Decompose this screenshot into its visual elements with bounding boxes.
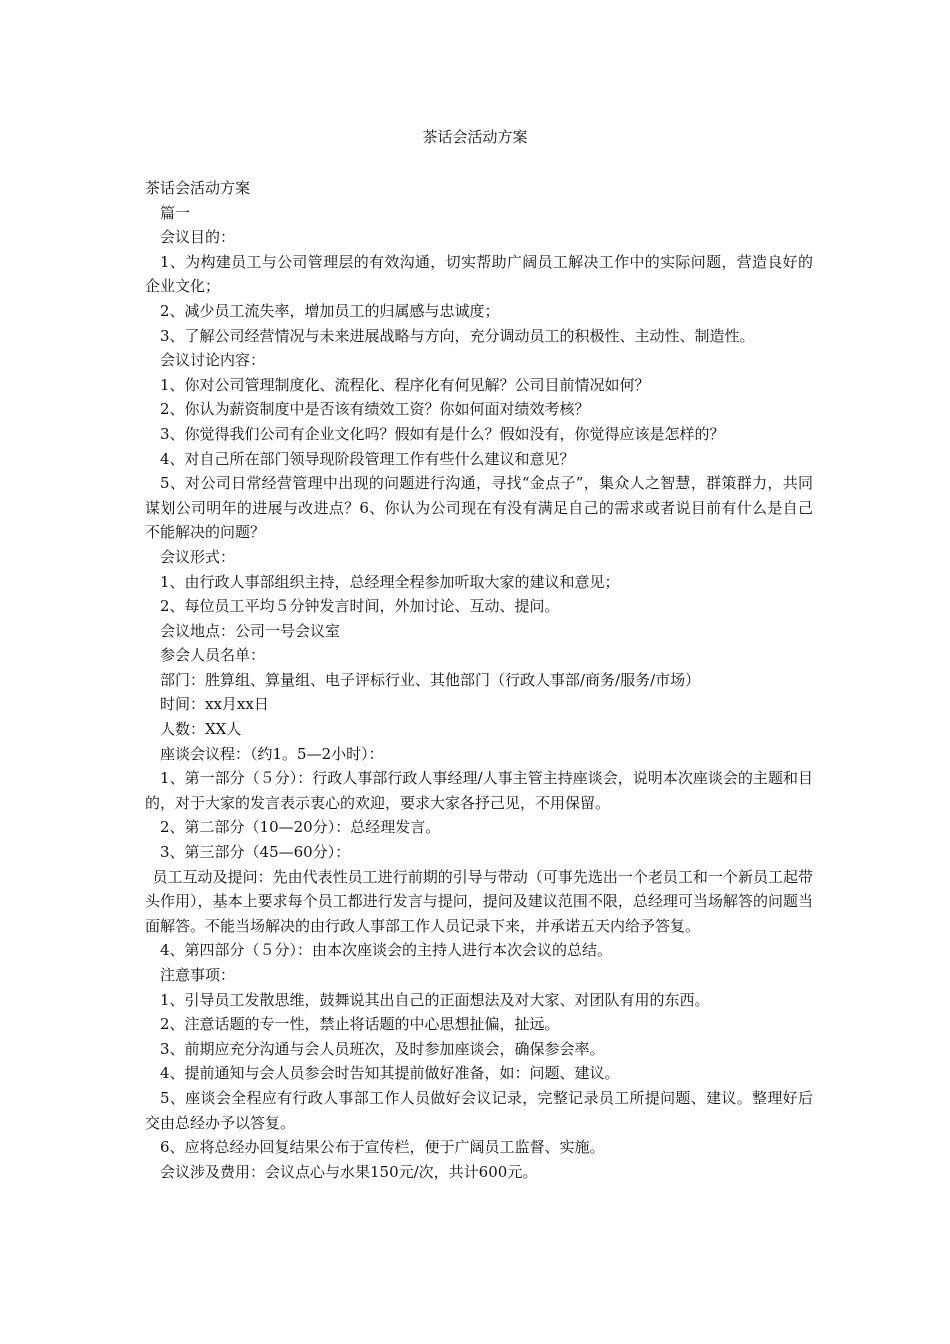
meeting-format-heading: 会议形式：: [160, 547, 236, 566]
agenda-part-3: 3、第三部分（45—60分）：: [160, 843, 351, 862]
meeting-purpose-heading: 会议目的：: [160, 228, 236, 247]
discussion-item-1: 1、你对公司管理制度化、流程化、程序化有何见解？公司目前情况如何？: [160, 375, 650, 394]
headcount: 人数：XX人: [160, 720, 242, 739]
document-body: [145, 176, 813, 1184]
format-item-2: 2、每位员工平均５分钟发言时间，外加讨论、互动、提问。: [160, 597, 560, 616]
meeting-location: 会议地点：公司一号会议室: [160, 621, 341, 640]
note-item-2: 2、注意话题的专一性，禁止将话题的中心思想扯偏，扯远。: [160, 1015, 560, 1034]
discussion-item-4: 4、对自己所在部门领导现阶段管理工作有些什么建议和意见？: [160, 449, 575, 468]
meeting-time: 时间：xx月xx日: [160, 695, 269, 714]
note-item-6: 6、应将总经办回复结果公布于宣传栏，便于广阔员工监督、实施。: [160, 1138, 605, 1157]
agenda-heading: 座谈会议程：（约1。5—2小时）：: [160, 744, 384, 763]
departments: 部门：胜算组、算量组、电子评标行业、其他部门（行政人事部/商务/服务/市场）: [160, 670, 701, 689]
agenda-part-1: 1、第一部分（５分）：行政人事部行政人事经理/人事主管主持座谈会，说明本次座谈会的主题和目的，对于大家的发言表示衷心的欢迎，要求大家各抒己见，不用保留。: [145, 769, 813, 812]
purpose-item-3: 3、了解公司经营情况与未来进展战略与方向，充分调动员工的积极性、主动性、制造性。: [160, 326, 755, 345]
note-item-4: 4、提前通知与会人员参会时告知其提前做好准备，如：问题、建议。: [160, 1064, 620, 1083]
attendee-list-heading: 参会人员名单：: [160, 646, 266, 665]
agenda-part-4: 4、第四部分（５分）：由本次座谈会的主持人进行本次会议的总结。: [160, 941, 613, 960]
notes-heading: 注意事项：: [160, 966, 236, 984]
purpose-item-2: 2、减少员工流失率，增加员工的归属感与忠诚度；: [160, 301, 500, 320]
discussion-item-2: 2、你认为薪资制度中是否该有绩效工资？你如何面对绩效考核？: [160, 400, 590, 419]
discussion-item-5-6: 5、对公司日常经营管理中出现的问题进行沟通，寻找“金点子”，集众人之智慧，群策群力，共同谋划公司明年的进展与改进点？6、你认为公司现在有没有满足自己的需求或者说目前有什么是自己不能解决的问题？: [145, 474, 813, 542]
agenda-part-2: 2、第二部分（10—20分）：总经理发言。: [160, 818, 441, 837]
section-label-part1: 篇一: [160, 203, 191, 222]
doc-heading: 茶话会活动方案: [145, 179, 251, 197]
note-item-1: 1、引导员工发散思维，鼓舞说其出自己的正面想法及对大家、对团队有用的东西。: [160, 990, 710, 1009]
meeting-cost: 会议涉及费用：会议点心与水果150元/次，共计600元。: [160, 1162, 538, 1181]
note-item-5: 5、座谈会全程应有行政人事部工作人员做好会议记录，完整记录员工所提问题、建议。整理好后交由总经办予以答复。: [145, 1088, 813, 1132]
format-item-1: 1、由行政人事部组织主持，总经理全程参加听取大家的建议和意见；: [160, 572, 620, 591]
purpose-item-1: 1、为构建员工与公司管理层的有效沟通，切实帮助广阔员工解决工作中的实际问题，营造良好的企业文化；: [145, 252, 813, 296]
discussion-item-3: 3、你觉得我们公司有企业文化吗？假如有是什么？假如没有，你觉得应该是怎样的？: [160, 424, 725, 443]
note-item-3: 3、前期应充分沟通与会人员班次，及时参加座谈会，确保参会率。: [160, 1039, 605, 1058]
page-title: 茶话会活动方案: [422, 128, 528, 146]
agenda-part-3-detail: 员工互动及提问：先由代表性员工进行前期的引导与带动（可事先选出一个老员工和一个新员工起带头作用），基本上要求每个员工都进行发言与提问，提问及建议范围不限，总经理可当场解答的问题当面解答。不能当场解决的由行政人事部工作人员记录下来，并承诺五天内给予答复。: [145, 867, 813, 935]
discussion-heading: 会议讨论内容：: [160, 351, 266, 370]
